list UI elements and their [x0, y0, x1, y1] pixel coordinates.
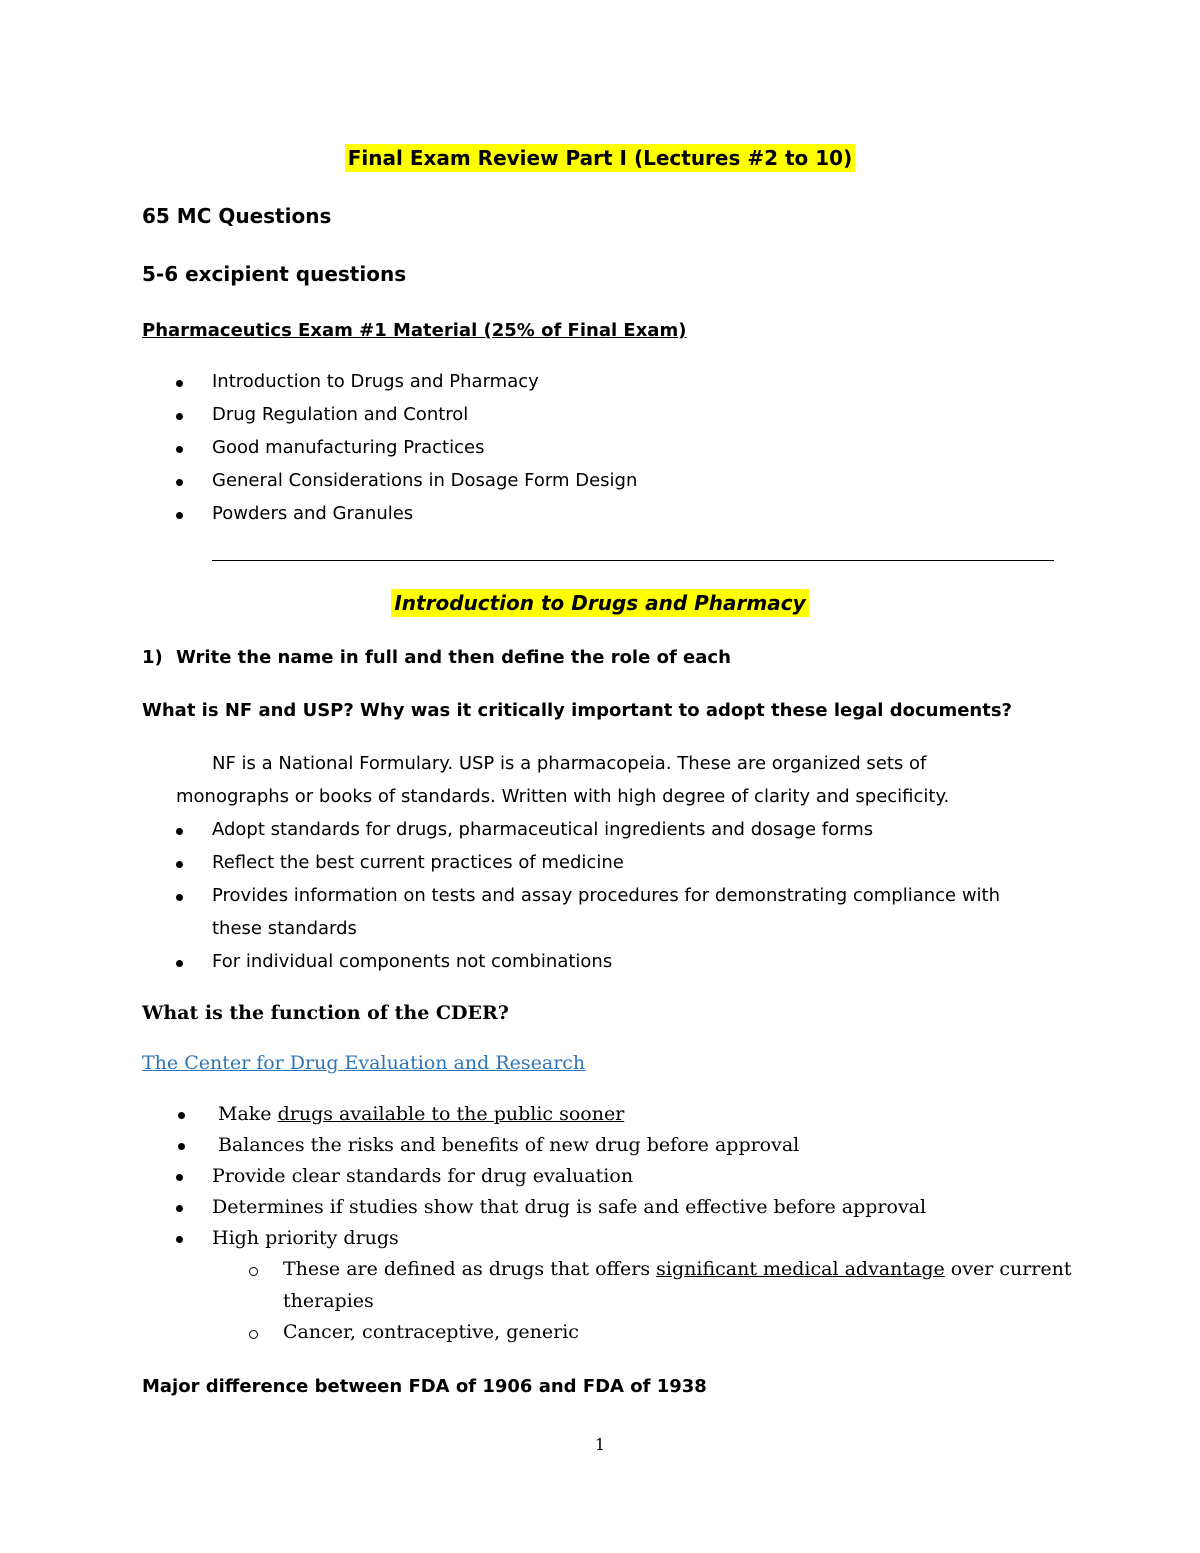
cder-link[interactable]: The Center for Drug Evaluation and Research: [142, 1052, 586, 1074]
topic-item: Good manufacturing Practices: [212, 437, 485, 458]
cder-bullet: [218, 1103, 624, 1125]
question-number: 1): [142, 647, 163, 668]
sub-bullet-icon: [249, 1267, 258, 1276]
question-text: Write the name in full and then define the role of each: [176, 647, 731, 668]
bullet-icon: [176, 512, 183, 519]
excipient-questions: 5-6 excipient questions: [142, 262, 407, 286]
bullet-icon: [176, 1236, 183, 1243]
answer-line: monographs or books of standards. Written with high degree of clarity and specificity.: [176, 786, 950, 807]
topic-item: Powders and Granules: [212, 503, 414, 524]
sub-bullet-suffix: over current: [944, 1258, 1072, 1280]
mc-questions: 65 MC Questions: [142, 204, 332, 228]
answer-bullet-continuation: these standards: [212, 918, 357, 939]
material-heading: Pharmaceutics Exam #1 Material (25% of Final Exam): [142, 320, 687, 341]
cder-sub-bullet-continuation: therapies: [283, 1290, 374, 1312]
answer-bullet: Reflect the best current practices of medicine: [212, 852, 624, 873]
topic-item: Introduction to Drugs and Pharmacy: [212, 371, 539, 392]
answer-line: NF is a National Formulary. USP is a pharmacopeia. These are organized sets of: [212, 753, 927, 774]
bullet-icon: [176, 380, 183, 387]
cder-sub-bullet: Cancer, contraceptive, generic: [283, 1321, 579, 1343]
section-title: Introduction to Drugs and Pharmacy: [391, 589, 808, 617]
question-nf-usp: What is NF and USP? Why was it critically important to adopt these legal documents?: [142, 700, 1012, 721]
bullet-icon: [178, 1143, 185, 1150]
cder-bullet-prefix: Make: [218, 1103, 278, 1125]
bullet-icon: [176, 894, 183, 901]
bullet-icon: [176, 1174, 183, 1181]
bullet-icon: [178, 1112, 185, 1119]
topic-item: Drug Regulation and Control: [212, 404, 469, 425]
sub-bullet-icon: [249, 1330, 258, 1339]
question-cder: What is the function of the CDER?: [142, 1002, 509, 1024]
bullet-icon: [176, 1205, 183, 1212]
doc-title: Final Exam Review Part I (Lectures #2 to 10): [345, 144, 855, 172]
cder-bullet: Determines if studies show that drug is safe and effective before approval: [212, 1196, 927, 1218]
answer-bullet: Adopt standards for drugs, pharmaceutical ingredients and dosage forms: [212, 819, 874, 840]
topic-item: General Considerations in Dosage Form Design: [212, 470, 638, 491]
bullet-icon: [176, 861, 183, 868]
bullet-icon: [176, 479, 183, 486]
sub-bullet-prefix: These are defined as drugs that offers: [283, 1258, 657, 1280]
bullet-icon: [176, 960, 183, 967]
answer-bullet: Provides information on tests and assay procedures for demonstrating compliance with: [212, 885, 1001, 906]
cder-bullet: Balances the risks and benefits of new drug before approval: [218, 1134, 800, 1156]
sub-bullet-underlined: significant medical advantage: [656, 1258, 945, 1280]
answer-bullet: For individual components not combinations: [212, 951, 613, 972]
bullet-icon: [176, 828, 183, 835]
horizontal-rule: [212, 560, 1054, 561]
cder-sub-bullet: [283, 1258, 1072, 1280]
section-title-line: [0, 591, 1200, 615]
doc-title-line: [0, 146, 1200, 170]
cder-bullet: Provide clear standards for drug evaluation: [212, 1165, 634, 1187]
question-fda: Major difference between FDA of 1906 and FDA of 1938: [142, 1376, 707, 1397]
bullet-icon: [176, 446, 183, 453]
bullet-icon: [176, 413, 183, 420]
cder-bullet: High priority drugs: [212, 1227, 399, 1249]
cder-bullet-underlined: drugs available to the public sooner: [277, 1103, 625, 1125]
page-number: 1: [594, 1435, 606, 1454]
